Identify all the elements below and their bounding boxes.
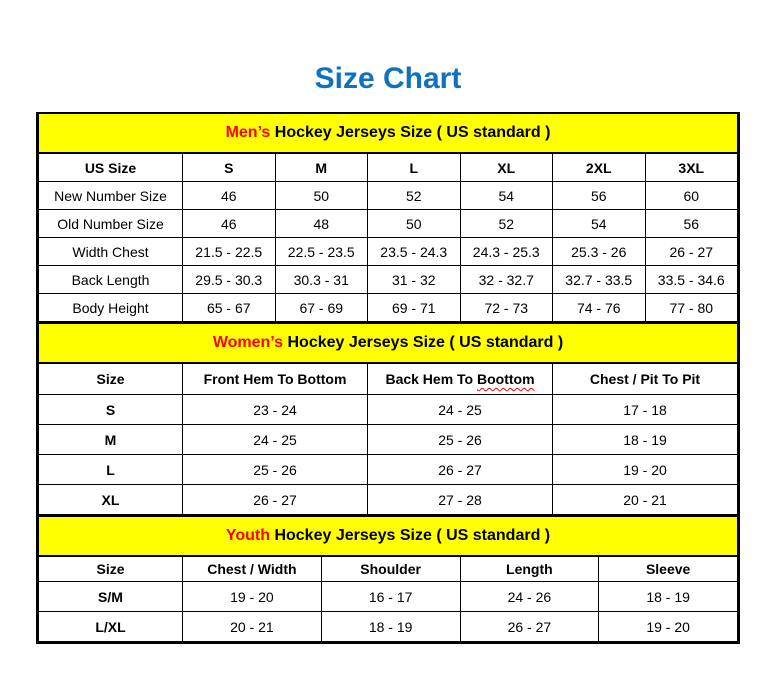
table-cell: 25 - 26	[368, 425, 553, 455]
column-header: Sleeve	[599, 556, 738, 582]
column-header-text: Back Hem To	[385, 371, 477, 387]
table-cell: 54	[460, 182, 553, 210]
table-cell: 19 - 20	[553, 455, 738, 485]
table-cell: 50	[368, 210, 461, 238]
womens-section-title-accent: Women’s	[212, 334, 284, 351]
column-header: L	[368, 153, 461, 182]
row-label: Old Number Size	[39, 210, 183, 238]
column-header: Chest / Pit To Pit	[553, 363, 738, 395]
table-cell: 52	[368, 182, 461, 210]
table-cell: 29.5 - 30.3	[183, 266, 276, 294]
table-cell: 20 - 21	[553, 485, 738, 515]
table-cell: 26 - 27	[183, 485, 368, 515]
table-cell: 23 - 24	[183, 395, 368, 425]
table-cell: 67 - 69	[275, 294, 368, 322]
table-row	[39, 485, 738, 515]
table-cell: 24 - 25	[183, 425, 368, 455]
table-row	[39, 238, 738, 266]
column-header	[368, 363, 553, 395]
table-cell: 19 - 20	[183, 582, 322, 612]
row-label: L	[39, 455, 183, 485]
column-header: Size	[39, 556, 183, 582]
column-header: Front Hem To Bottom	[183, 363, 368, 395]
table-cell: 31 - 32	[368, 266, 461, 294]
table-cell: 17 - 18	[553, 395, 738, 425]
column-header: Chest / Width	[183, 556, 322, 582]
womens-section-header	[39, 323, 738, 363]
youth-section-title	[39, 516, 738, 556]
column-header: 3XL	[645, 153, 738, 182]
row-label: XL	[39, 485, 183, 515]
table-row	[39, 395, 738, 425]
mens-size-table	[38, 114, 738, 322]
column-header: 2XL	[553, 153, 646, 182]
row-label: New Number Size	[39, 182, 183, 210]
row-label: Back Length	[39, 266, 183, 294]
column-header: Size	[39, 363, 183, 395]
table-cell: 18 - 19	[553, 425, 738, 455]
table-cell: 48	[275, 210, 368, 238]
table-cell: 18 - 19	[321, 612, 460, 642]
table-cell: 54	[553, 210, 646, 238]
womens-section-title-rest: Hockey Jerseys Size ( US standard )	[283, 334, 564, 351]
table-cell: 33.5 - 34.6	[645, 266, 738, 294]
table-cell: 26 - 27	[368, 455, 553, 485]
mens-section-title-accent: Men’s	[225, 124, 271, 141]
table-cell: 46	[183, 210, 276, 238]
womens-size-table	[38, 322, 738, 515]
table-row	[39, 266, 738, 294]
column-header: M	[275, 153, 368, 182]
table-row	[39, 612, 738, 642]
column-header: S	[183, 153, 276, 182]
size-chart-tables	[36, 112, 740, 644]
table-cell: 25.3 - 26	[553, 238, 646, 266]
table-cell: 24.3 - 25.3	[460, 238, 553, 266]
table-cell: 52	[460, 210, 553, 238]
table-row	[39, 425, 738, 455]
mens-section-title-rest: Hockey Jerseys Size ( US standard )	[270, 124, 551, 141]
table-cell: 24 - 25	[368, 395, 553, 425]
table-cell: 77 - 80	[645, 294, 738, 322]
table-cell: 30.3 - 31	[275, 266, 368, 294]
column-header: Length	[460, 556, 599, 582]
row-label: L/XL	[39, 612, 183, 642]
table-cell: 23.5 - 24.3	[368, 238, 461, 266]
mens-header-row	[39, 153, 738, 182]
table-cell: 69 - 71	[368, 294, 461, 322]
row-label: S	[39, 395, 183, 425]
table-cell: 46	[183, 182, 276, 210]
youth-header-row	[39, 556, 738, 582]
column-header: Shoulder	[321, 556, 460, 582]
mens-section-title	[39, 114, 738, 153]
table-cell: 32.7 - 33.5	[553, 266, 646, 294]
table-cell: 27 - 28	[368, 485, 553, 515]
womens-header-row	[39, 363, 738, 395]
table-cell: 16 - 17	[321, 582, 460, 612]
womens-section-title	[39, 323, 738, 363]
table-cell: 65 - 67	[183, 294, 276, 322]
table-row	[39, 182, 738, 210]
table-cell: 56	[645, 210, 738, 238]
table-cell: 24 - 26	[460, 582, 599, 612]
misspelled-word: Boottom	[477, 371, 535, 387]
table-cell: 74 - 76	[553, 294, 646, 322]
youth-size-table	[38, 515, 738, 642]
page-title: Size Chart	[314, 62, 462, 95]
mens-section-header	[39, 114, 738, 153]
youth-section-title-rest: Hockey Jerseys Size ( US standard )	[270, 527, 551, 544]
row-label: Body Height	[39, 294, 183, 322]
table-cell: 26 - 27	[645, 238, 738, 266]
table-cell: 20 - 21	[183, 612, 322, 642]
table-cell: 26 - 27	[460, 612, 599, 642]
table-cell: 18 - 19	[599, 582, 738, 612]
table-cell: 19 - 20	[599, 612, 738, 642]
table-cell: 60	[645, 182, 738, 210]
table-cell: 32 - 32.7	[460, 266, 553, 294]
column-header: US Size	[39, 153, 183, 182]
row-label: M	[39, 425, 183, 455]
table-row	[39, 582, 738, 612]
row-label: S/M	[39, 582, 183, 612]
table-row	[39, 294, 738, 322]
table-cell: 50	[275, 182, 368, 210]
table-cell: 22.5 - 23.5	[275, 238, 368, 266]
row-label: Width Chest	[39, 238, 183, 266]
table-row	[39, 455, 738, 485]
table-cell: 25 - 26	[183, 455, 368, 485]
table-cell: 21.5 - 22.5	[183, 238, 276, 266]
youth-section-title-accent: Youth	[225, 527, 270, 544]
table-row	[39, 210, 738, 238]
column-header: XL	[460, 153, 553, 182]
table-cell: 72 - 73	[460, 294, 553, 322]
youth-section-header	[39, 516, 738, 556]
table-cell: 56	[553, 182, 646, 210]
